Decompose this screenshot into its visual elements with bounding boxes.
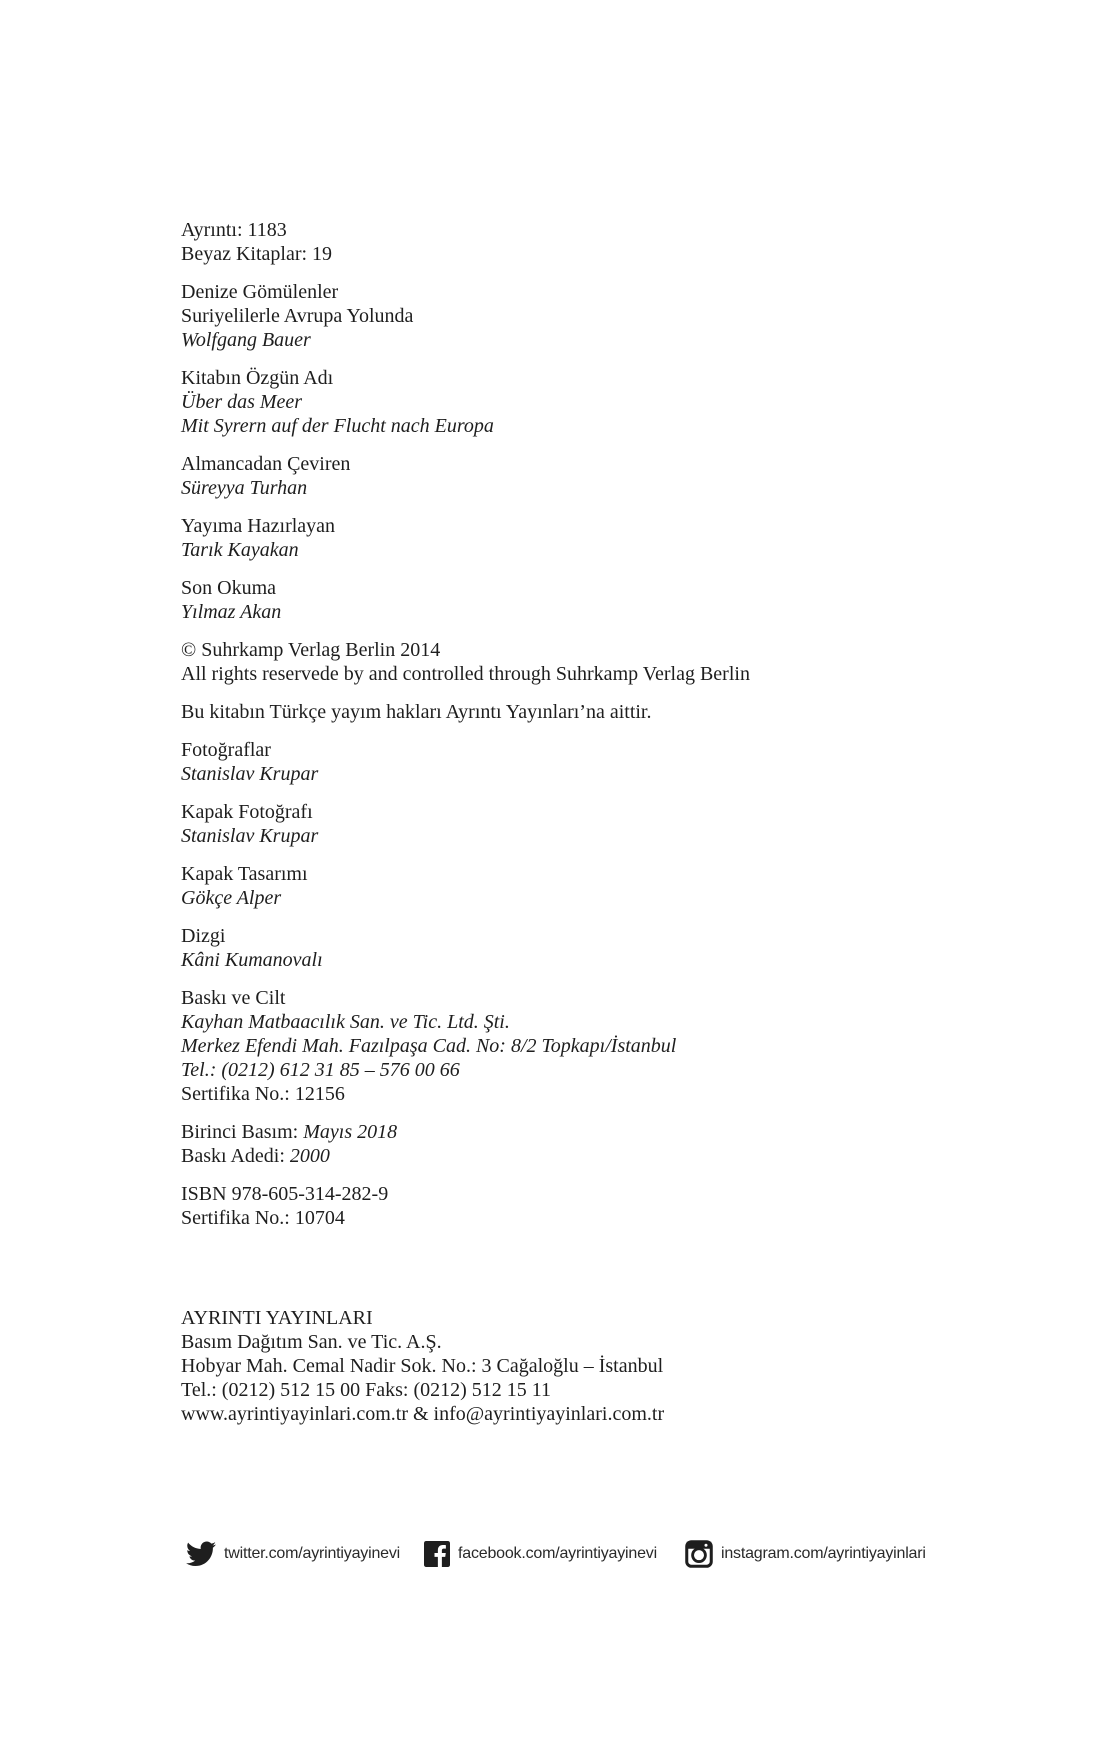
isbn: ISBN 978-605-314-282-9 [181,1183,389,1205]
publisher-address: Hobyar Mah. Cemal Nadir Sok. No.: 3 Cağaloğlu – İstanbul [181,1355,664,1377]
cover-photo-block [181,800,1061,848]
typesetting-name: Kâni Kumanovalı [181,949,323,971]
isbn-block [181,1182,1061,1230]
printing-phone: Tel.: (0212) 612 31 85 – 576 00 66 [181,1059,460,1081]
translator-name: Süreyya Turhan [181,477,308,499]
typesetting-label: Dizgi [181,925,226,947]
twitter-text: twitter.com/ayrintiyayinevi [224,1545,400,1562]
proofreader-block [181,576,1061,624]
publisher-name: AYRINTI YAYINLARI [181,1307,373,1329]
publisher-web-email: www.ayrintiyayinlari.com.tr & info@ayrintiyayinlari.com.tr [181,1403,665,1425]
rights-notice: Bu kitabın Türkçe yayım hakları Ayrıntı Yayınları’na aittir. [181,701,652,723]
rights-notice-block [181,700,1061,724]
original-title-label: Kitabın Özgün Adı [181,367,334,389]
book-title: Denize Gömülenler [181,281,339,303]
printing-certificate: Sertifika No.: 12156 [181,1083,345,1105]
instagram-icon [685,1540,713,1568]
cover-design-name: Gökçe Alper [181,887,282,909]
original-subtitle: Mit Syrern auf der Flucht nach Europa [181,415,494,437]
edition-block [181,1120,1061,1168]
cover-photo-name: Stanislav Krupar [181,825,319,847]
rights-reserved-line: All rights reservede by and controlled through Suhrkamp Verlag Berlin [181,663,750,685]
book-author: Wolfgang Bauer [181,329,311,351]
twitter-link[interactable] [186,1534,400,1574]
photos-block [181,738,1061,786]
publisher-block [181,1306,1061,1426]
original-title: Über das Meer [181,391,303,413]
facebook-icon [424,1541,450,1567]
cover-photo-label: Kapak Fotoğrafı [181,801,313,823]
first-edition-line [181,1120,1061,1144]
printing-address: Merkez Efendi Mah. Fazılpaşa Cad. No: 8/2 Topkapı/İstanbul [181,1035,677,1057]
social-links [186,1534,1086,1574]
translator-block [181,452,1061,500]
cover-design-label: Kapak Tasarımı [181,863,308,885]
copies-label: Baskı Adedi: [181,1145,290,1167]
proofreader-label: Son Okuma [181,577,276,599]
publisher-company: Basım Dağıtım San. ve Tic. A.Ş. [181,1331,442,1353]
copyright-block [181,638,1061,686]
facebook-text: facebook.com/ayrintiyayinevi [458,1545,657,1562]
title-block [181,280,1061,352]
cover-design-block [181,862,1061,910]
editor-label: Yayıma Hazırlayan [181,515,336,537]
photos-name: Stanislav Krupar [181,763,319,785]
instagram-text: instagram.com/ayrintiyayinlari [721,1545,926,1562]
translator-label: Almancadan Çeviren [181,453,351,475]
instagram-link[interactable] [685,1534,926,1574]
original-title-block [181,366,1061,438]
colophon [181,218,1061,1244]
editor-name: Tarık Kayakan [181,539,299,561]
proofreader-name: Yılmaz Akan [181,601,282,623]
typesetting-block [181,924,1061,972]
publisher-certificate: Sertifika No.: 10704 [181,1207,345,1229]
publisher-phone: Tel.: (0212) 512 15 00 Faks: (0212) 512 15 11 [181,1379,552,1401]
printing-company: Kayhan Matbaacılık San. ve Tic. Ltd. Şti. [181,1011,510,1033]
series-number: Ayrıntı: 1183 [181,219,287,241]
copyright-line: © Suhrkamp Verlag Berlin 2014 [181,639,441,661]
book-subtitle: Suriyelilerle Avrupa Yolunda [181,305,414,327]
printing-label: Baskı ve Cilt [181,987,286,1009]
editor-block [181,514,1061,562]
first-edition-label: Birinci Basım: [181,1121,304,1143]
facebook-link[interactable] [424,1534,657,1574]
printing-block [181,986,1061,1106]
photos-label: Fotoğraflar [181,739,271,761]
copies-line [181,1144,1061,1168]
twitter-icon [186,1541,216,1567]
sub-series-number: Beyaz Kitaplar: 19 [181,243,333,265]
series-info [181,218,1061,266]
copies-value: 2000 [289,1145,330,1167]
first-edition-date: Mayıs 2018 [303,1121,398,1143]
